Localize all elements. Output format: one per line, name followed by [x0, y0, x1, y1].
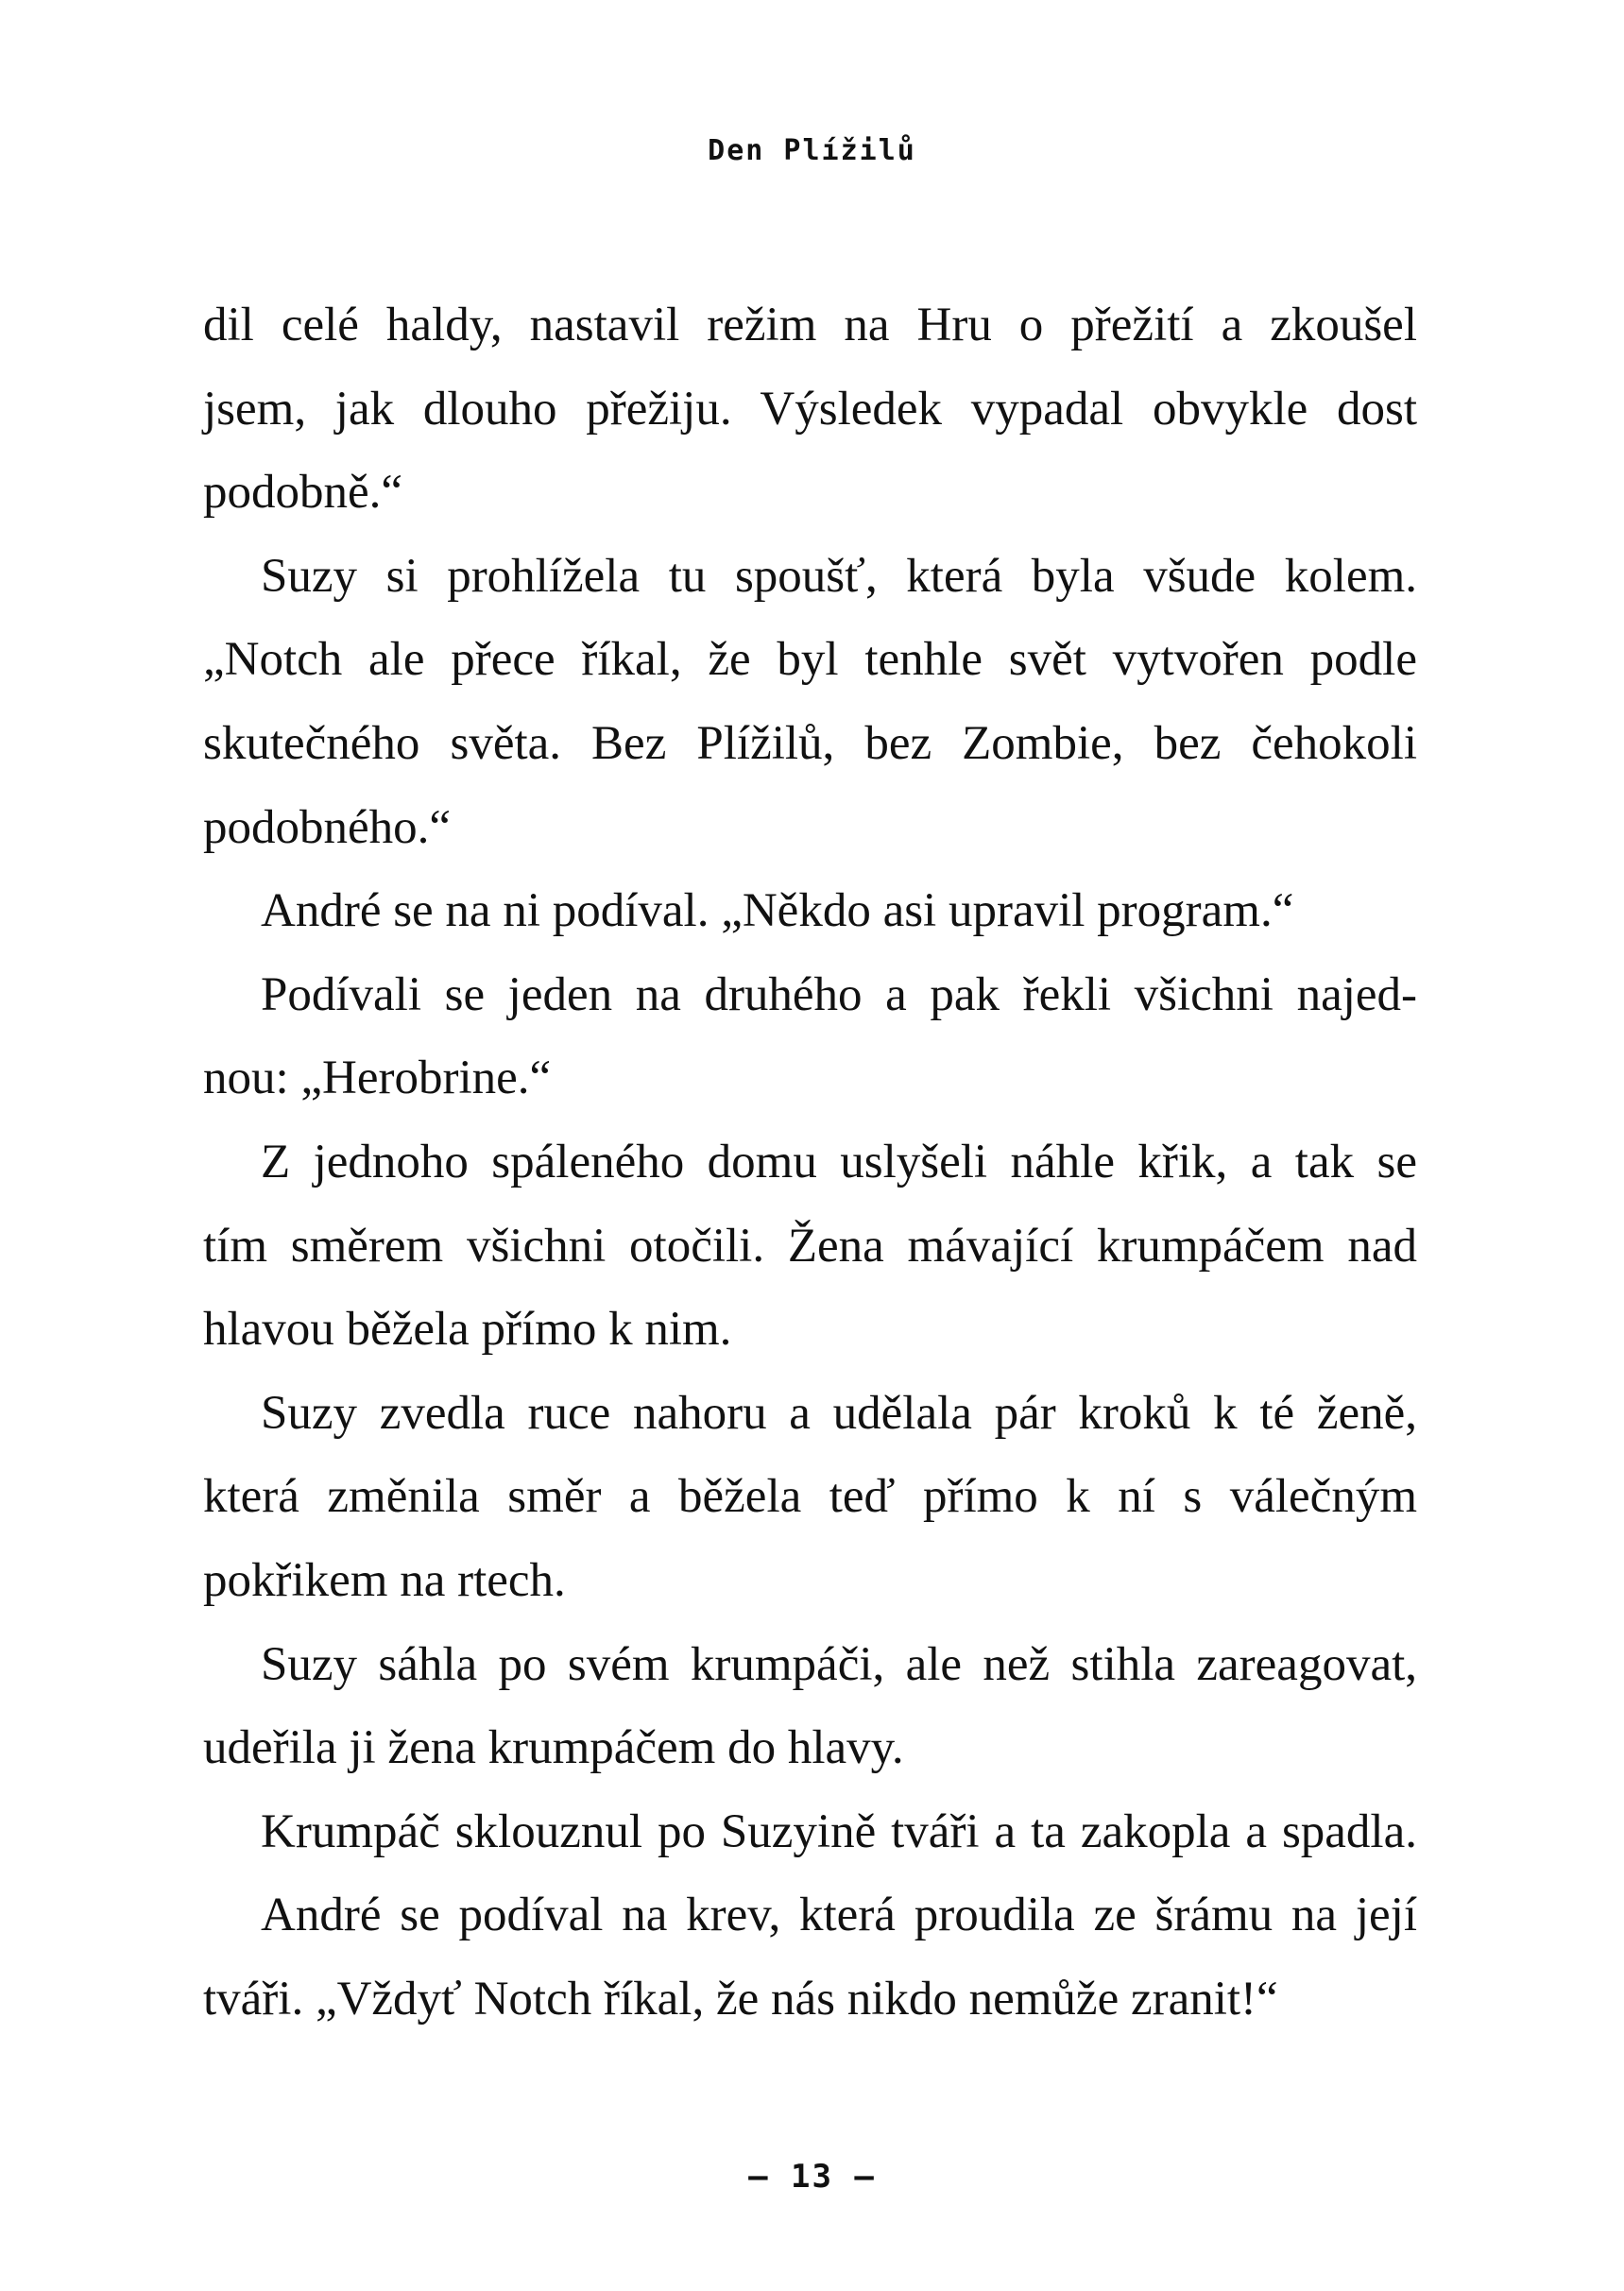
text-line: Podívali se jeden na druhého a pak řekli všichni najed- — [261, 967, 1417, 1021]
text-line: jsem, jak dlouho přežiju. Výsledek vypadal obvykle dost — [203, 382, 1417, 436]
text-line: Suzy si prohlížela tu spoušť, která byla všude kolem. — [261, 549, 1417, 603]
text-line: André se na ni podíval. „Někdo asi upravil program.“ — [261, 884, 1294, 938]
text-line: pokřikem na rtech. — [203, 1553, 566, 1607]
text-line: nou: „Herobrine.“ — [203, 1051, 552, 1105]
page-number: – 13 – — [748, 2158, 876, 2196]
text-line: podobného.“ — [203, 800, 452, 854]
text-line: skutečného světa. Bez Plížilů, bez Zombie, bez čehokoli — [203, 716, 1417, 770]
text-line: Suzy zvedla ruce nahoru a udělala pár kroků k té ženě, — [261, 1386, 1417, 1440]
running-header-chapter-title: Den Plížilů — [708, 134, 916, 167]
text-line: Suzy sáhla po svém krumpáči, ale než stihla zareagovat, — [261, 1637, 1417, 1691]
text-line: podobně.“ — [203, 466, 403, 520]
text-line: André se podíval na krev, která proudila ze šrámu na její — [261, 1889, 1417, 1942]
text-line: hlavou běžela přímo k nim. — [203, 1303, 732, 1357]
text-line: tím směrem všichni otočili. Žena mávající krumpáčem nad — [203, 1219, 1417, 1273]
text-line: Z jednoho spáleného domu uslyšeli náhle křik, a tak se — [261, 1135, 1417, 1188]
text-line: která změnila směr a běžela teď přímo k ní s válečným — [203, 1470, 1417, 1524]
text-line: tváři. „Vždyť Notch říkal, že nás nikdo nemůže zranit!“ — [203, 1972, 1278, 2026]
body-text — [203, 283, 1417, 2041]
text-line: Krumpáč sklouznul po Suzyině tváři a ta zakopla a spadla. — [261, 1804, 1417, 1858]
text-line: udeřila ji žena krumpáčem do hlavy. — [203, 1721, 904, 1775]
text-line: „Notch ale přece říkal, že byl tenhle svět vytvořen podle — [203, 633, 1417, 687]
text-line: dil celé haldy, nastavil režim na Hru o přežití a zkoušel — [203, 299, 1417, 351]
